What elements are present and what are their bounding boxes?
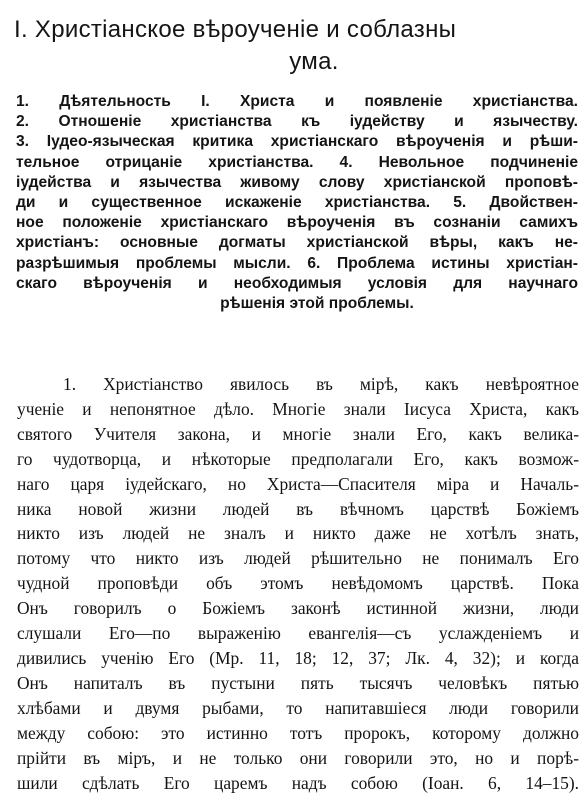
summary-line: 3. Іудео-языческая критика христіанскаго вѣроученія и рѣши-: [16, 132, 578, 152]
chapter-title: [14, 14, 584, 78]
summary-line: іудейства и язычества живому слову христіанской проповѣ-: [16, 173, 578, 193]
body-line: между собою: это истинно тотъ пророкъ, которому должно: [17, 721, 579, 746]
summary-line: 2. Отношеніе христіанства къ іудейству и язычеству.: [16, 112, 578, 132]
body-line: хлѣбами и двумя рыбами, то напитавшіеся люди говорили: [17, 696, 579, 721]
body-line: Онъ говорилъ о Божіемъ законѣ истинной жизни, люди: [17, 596, 579, 621]
body-line: го чудотворца, и нѣкоторые предполагали Его, какъ возмож-: [17, 447, 579, 472]
summary-line: разрѣшимыя проблемы мысли. 6. Проблема истины христіан-: [16, 254, 578, 274]
body-line: прійти въ міръ, и не только они говорили это, но и порѣ-: [17, 746, 579, 771]
body-line: дивились ученію Его (Мр. 11, 18; 12, 37; Лк. 4, 32); и когда: [17, 646, 579, 671]
summary-line: 1. Дѣятельность I. Христа и появленіе христіанства.: [16, 92, 578, 112]
body-line: ника новой жизни людей въ вѣчномъ царствѣ Божіемъ: [17, 497, 579, 522]
chapter-title-line-1: I. Христіанское вѣроученіе и соблазны: [14, 16, 456, 43]
body-line: слушали Его—по выраженію евангелія—съ услажденіемъ и: [17, 621, 579, 646]
body-paragraph: [17, 372, 579, 795]
chapter-summary: [16, 92, 578, 314]
summary-line: рѣшенія этой проблемы.: [16, 294, 578, 314]
body-line: шили сдѣлать Его царемъ надъ собою (Іоан. 6, 14–15).: [17, 771, 579, 795]
body-line: Онъ напиталъ въ пустыни пять тысячъ человѣкъ пятью: [17, 671, 579, 696]
body-line: никто изъ людей не зналъ и никто даже не хотѣлъ знать,: [17, 521, 579, 546]
summary-line: ди и существенное искаженіе христіанства. 5. Двойствен-: [16, 193, 578, 213]
body-line: чудной проповѣди объ этомъ невѣдомомъ царствѣ. Пока: [17, 571, 579, 596]
chapter-title-line-2: ума.: [14, 46, 584, 78]
summary-line: христіанъ: основные догматы христіанской вѣры, какъ не-: [16, 233, 578, 253]
summary-line: скаго вѣроученія и необходимыя условія для научнаго: [16, 274, 578, 294]
summary-line: ное положеніе христіанскаго вѣроученія въ сознаніи самихъ: [16, 213, 578, 233]
summary-line: тельное отрицаніе христіанства. 4. Невольное подчиненіе: [16, 153, 578, 173]
body-line: потому что никто изъ людей рѣшительно не понималъ Его: [17, 546, 579, 571]
body-line: ученіе и непонятное дѣло. Многіе знали Іисуса Христа, какъ: [17, 397, 579, 422]
body-line: святого Учителя закона, и многіе знали Его, какъ велика-: [17, 422, 579, 447]
body-line: 1. Христіанство явилось въ мірѣ, какъ невѣроятное: [17, 372, 579, 397]
body-line: наго царя іудейскаго, но Христа—Спасителя міра и Началь-: [17, 472, 579, 497]
